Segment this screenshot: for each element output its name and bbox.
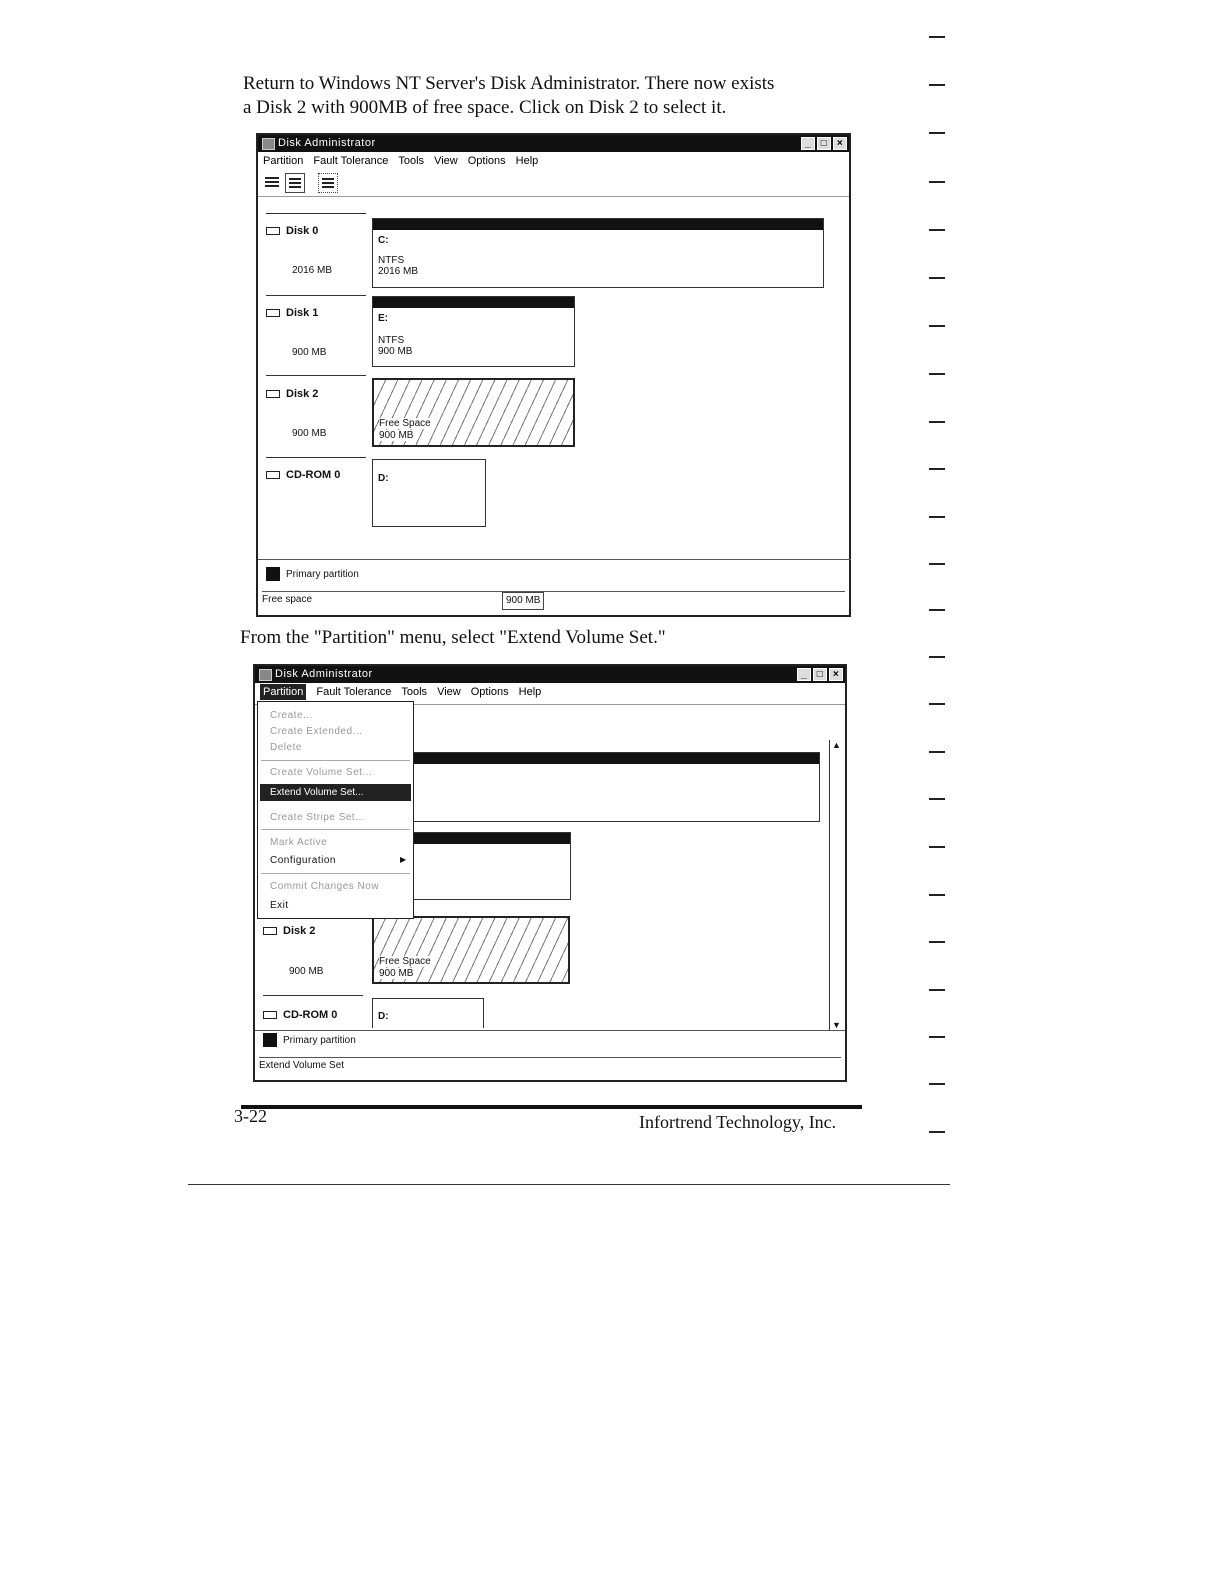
status-bar — [262, 591, 845, 608]
menu-fault-tolerance[interactable]: Fault Tolerance — [316, 686, 392, 698]
window-title: Disk Administrator — [275, 668, 373, 680]
margin-mark — [929, 84, 945, 86]
free-space-label: Free Space — [379, 418, 431, 429]
partition-size: 900 MB — [378, 346, 413, 357]
footer-rule — [241, 1105, 862, 1109]
menu-help[interactable]: Help — [515, 155, 539, 167]
legend — [263, 1033, 356, 1047]
menu-partition[interactable]: Partition — [263, 155, 304, 167]
disk-0-size: 2016 MB — [292, 265, 333, 276]
menu-view[interactable]: View — [437, 686, 461, 698]
cdrom-icon — [266, 471, 280, 479]
margin-mark — [929, 1036, 945, 1038]
disk-admin-window-2 — [253, 664, 847, 1082]
scroll-down-icon[interactable]: ▼ — [832, 1020, 841, 1030]
menu-item-delete[interactable]: Delete — [270, 742, 302, 753]
menu-item-configuration[interactable]: Configuration — [270, 855, 336, 866]
partition-fs: NTFS — [378, 335, 405, 346]
minimize-button[interactable]: _ — [801, 137, 815, 150]
menu-bar — [255, 684, 845, 700]
menu-tools[interactable]: Tools — [398, 155, 425, 167]
partition-bar — [373, 297, 574, 308]
partition-e[interactable] — [405, 832, 571, 900]
partition-dropdown-menu — [257, 701, 414, 919]
partition-letter: E: — [378, 313, 388, 324]
cdrom-0-label[interactable]: CD-ROM 0 — [263, 1009, 337, 1021]
intro-line-2: a Disk 2 with 900MB of free space. Click on Disk 2 to select it. — [243, 97, 727, 118]
close-button[interactable]: × — [833, 137, 847, 150]
margin-mark — [929, 277, 945, 279]
minimize-button[interactable]: _ — [797, 668, 811, 681]
disk-2-size: 900 MB — [289, 966, 324, 977]
margin-mark — [929, 468, 945, 470]
menu-item-mark-active[interactable]: Mark Active — [270, 837, 328, 848]
app-icon — [259, 669, 272, 681]
partition-letter: C: — [378, 235, 389, 246]
legend-label: Primary partition — [283, 1034, 356, 1046]
row-divider — [266, 295, 366, 296]
margin-mark — [929, 703, 945, 705]
menu-fault-tolerance[interactable]: Fault Tolerance — [313, 155, 389, 167]
menu-help[interactable]: Help — [518, 686, 542, 698]
hard-disk-icon — [266, 390, 280, 398]
properties-icon[interactable] — [318, 173, 338, 193]
partition-bar — [406, 833, 570, 844]
menu-item-extend-volume-set[interactable]: Extend Volume Set... — [260, 784, 411, 801]
partition-size: 2016 MB — [378, 266, 419, 277]
menu-item-create-volume-set[interactable]: Create Volume Set... — [270, 767, 373, 778]
free-space-size: 900 MB — [379, 430, 414, 441]
margin-mark — [929, 656, 945, 658]
hard-disk-icon — [266, 309, 280, 317]
menu-item-create[interactable]: Create... — [270, 710, 313, 721]
margin-mark — [929, 563, 945, 565]
title-bar — [255, 666, 845, 683]
page-number: 3-22 — [234, 1106, 267, 1126]
margin-mark — [929, 941, 945, 943]
disk-admin-window-1 — [256, 133, 851, 617]
menu-partition[interactable]: Partition — [260, 684, 306, 700]
intro-line-1: Return to Windows NT Server's Disk Administrator. There now exists — [243, 73, 775, 94]
free-space-disk-2[interactable] — [372, 916, 570, 984]
toolbar — [258, 170, 849, 197]
disk-2-label[interactable]: Disk 2 — [263, 925, 315, 937]
menu-bar — [258, 153, 849, 169]
margin-mark — [929, 846, 945, 848]
menu-options[interactable]: Options — [467, 155, 506, 167]
row-divider — [266, 213, 366, 214]
disk-2-label[interactable]: Disk 2 — [266, 388, 318, 400]
title-bar — [258, 135, 849, 152]
partition-bar — [373, 219, 823, 230]
status-bar — [259, 1057, 841, 1074]
partition-d[interactable] — [372, 459, 486, 527]
scroll-up-icon[interactable]: ▲ — [832, 740, 841, 750]
menu-item-commit-changes[interactable]: Commit Changes Now — [270, 881, 380, 892]
partition-c[interactable] — [372, 218, 824, 288]
margin-mark — [929, 421, 945, 423]
disk-0-label[interactable]: Disk 0 — [266, 225, 318, 237]
menu-options[interactable]: Options — [470, 686, 509, 698]
menu-item-create-stripe-set[interactable]: Create Stripe Set... — [270, 812, 366, 823]
free-space-disk-2[interactable] — [372, 378, 575, 447]
partition-e[interactable] — [372, 296, 575, 367]
partition-bar — [406, 753, 819, 764]
legend-divider — [258, 559, 851, 560]
disk-2-size: 900 MB — [292, 428, 327, 439]
margin-mark — [929, 1083, 945, 1085]
legend-divider — [255, 1030, 845, 1031]
free-space-label: Free Space — [379, 956, 431, 967]
maximize-button[interactable]: □ — [817, 137, 831, 150]
disk-1-size: 900 MB — [292, 347, 327, 358]
margin-mark — [929, 229, 945, 231]
status-label: Extend Volume Set — [259, 1060, 345, 1071]
primary-partition-swatch — [263, 1033, 277, 1047]
margin-mark — [929, 1131, 945, 1133]
submenu-arrow-icon: ▶ — [400, 855, 407, 864]
menu-view[interactable]: View — [434, 155, 458, 167]
hard-disk-icon — [263, 927, 277, 935]
margin-mark — [929, 373, 945, 375]
menu-separator — [261, 760, 410, 761]
legend-label: Primary partition — [286, 568, 359, 580]
page-bottom-rule — [188, 1184, 950, 1185]
margin-mark — [929, 36, 945, 38]
margin-mark — [929, 609, 945, 611]
disk-1-label[interactable]: Disk 1 — [266, 307, 318, 319]
company-name: Infortrend Technology, Inc. — [639, 1112, 837, 1132]
row-divider — [266, 375, 366, 376]
partition-d[interactable] — [372, 998, 484, 1028]
row-divider — [263, 995, 363, 996]
margin-mark — [929, 751, 945, 753]
partition-fs: NTFS — [378, 255, 405, 266]
status-size: 900 MB — [502, 592, 544, 610]
partition-c[interactable] — [405, 752, 820, 822]
row-divider — [266, 457, 366, 458]
legend — [266, 567, 359, 581]
status-label: Free space — [262, 594, 313, 605]
menu-tools[interactable]: Tools — [401, 686, 428, 698]
cdrom-0-label[interactable]: CD-ROM 0 — [266, 469, 340, 481]
menu-separator — [261, 829, 410, 830]
window-title: Disk Administrator — [278, 137, 376, 149]
margin-mark — [929, 516, 945, 518]
disk-list-icon[interactable] — [262, 173, 282, 193]
partition-letter: D: — [378, 473, 389, 484]
menu-item-create-extended[interactable]: Create Extended... — [270, 726, 363, 737]
primary-partition-swatch — [266, 567, 280, 581]
app-icon — [262, 138, 275, 150]
volume-list-icon[interactable] — [285, 173, 305, 193]
hard-disk-icon — [266, 227, 280, 235]
margin-mark — [929, 132, 945, 134]
free-space-size: 900 MB — [379, 968, 414, 979]
margin-mark — [929, 181, 945, 183]
margin-mark — [929, 798, 945, 800]
margin-mark — [929, 989, 945, 991]
mid-instruction: From the "Partition" menu, select "Extend Volume Set." — [240, 627, 666, 648]
cdrom-icon — [263, 1011, 277, 1019]
margin-mark — [929, 894, 945, 896]
partition-letter: D: — [378, 1011, 389, 1022]
menu-separator — [261, 873, 410, 874]
margin-mark — [929, 325, 945, 327]
close-button[interactable]: × — [829, 668, 843, 681]
maximize-button[interactable]: □ — [813, 668, 827, 681]
menu-item-exit[interactable]: Exit — [270, 900, 289, 911]
vertical-scrollbar[interactable] — [829, 740, 842, 1030]
